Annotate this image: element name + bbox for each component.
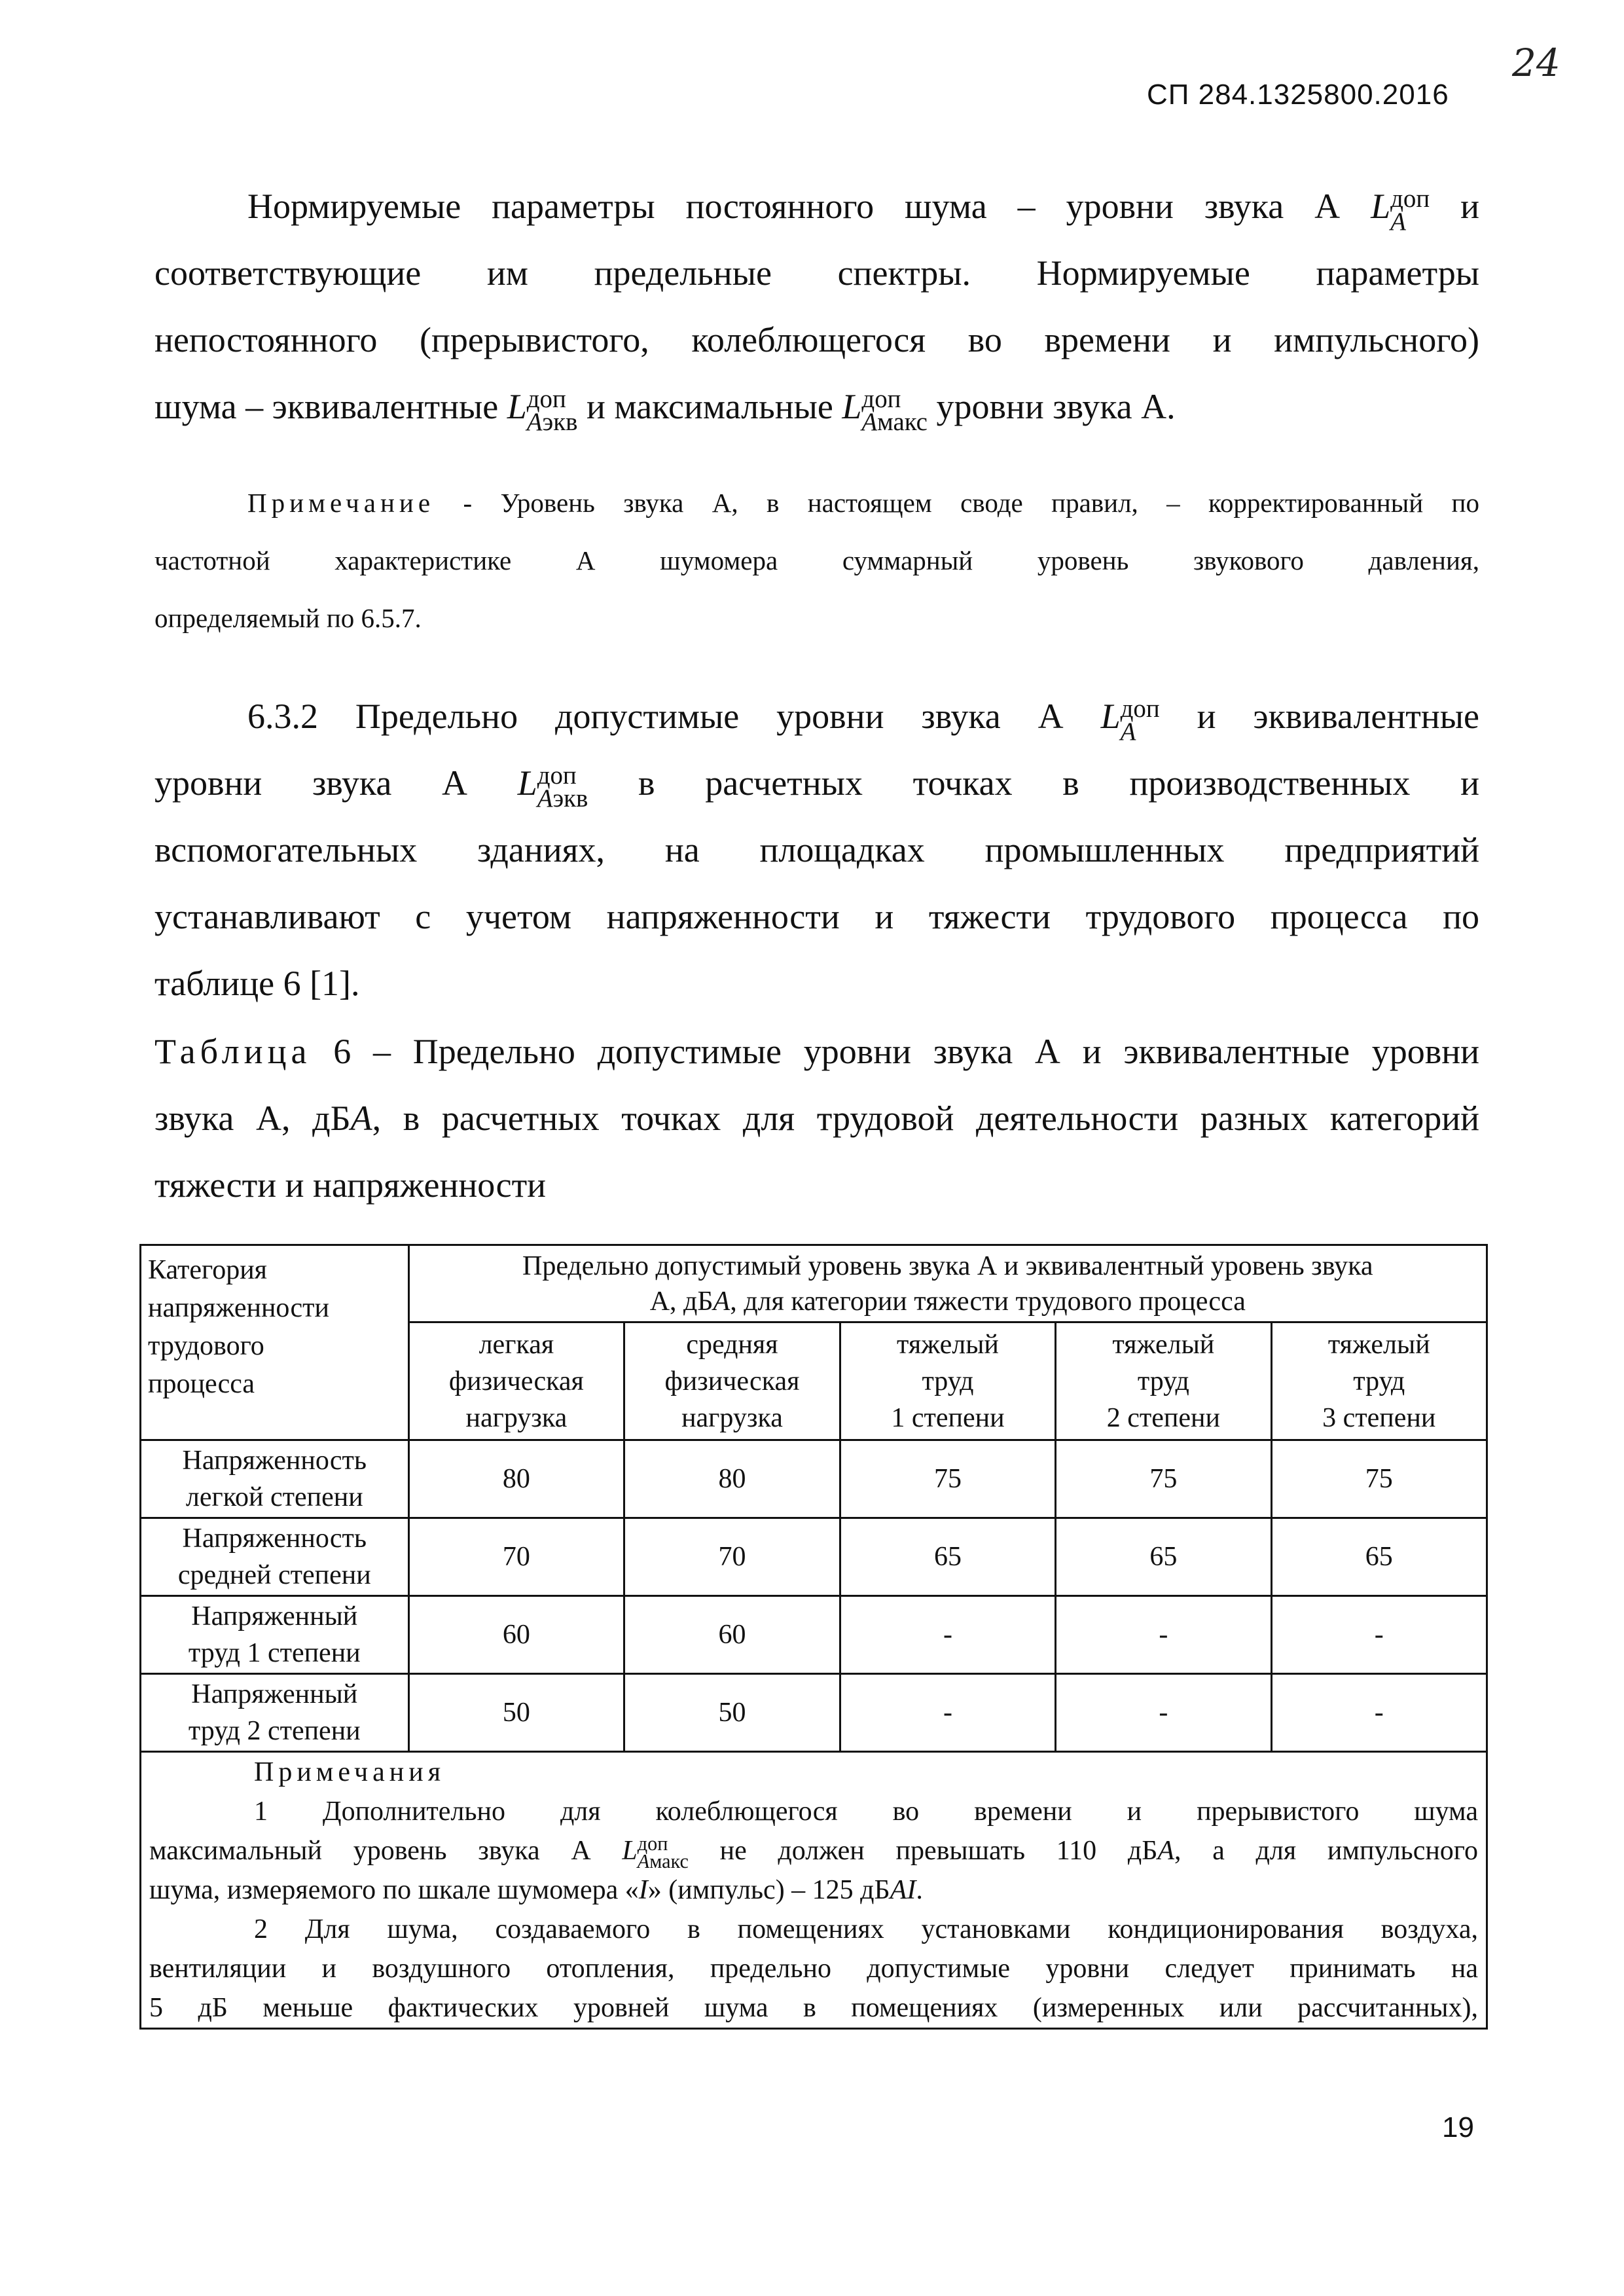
corner-header-line: трудового (148, 1331, 264, 1361)
note-line (149, 1988, 1478, 2028)
caption-line-1 (154, 1018, 1479, 1085)
column-header-light (408, 1322, 624, 1440)
para2-line-2 (154, 750, 1479, 816)
row-label-line: Напряженный (191, 1601, 358, 1631)
table-cell: - (1056, 1674, 1271, 1752)
para1-line-1-text: Нормируемые параметры постоянного шума – уровни звука А L доп A и (247, 184, 1479, 236)
column-header-heavy-3 (1271, 1322, 1487, 1440)
notes-title-line (149, 1753, 1478, 1792)
row-label-line: труд 2 степени (188, 1716, 361, 1746)
notes-title: Примечания (254, 1757, 446, 1787)
para2-line-1 (154, 683, 1479, 750)
note-line (149, 1831, 1478, 1870)
table-row (141, 1440, 1487, 1518)
col-h: физическая (664, 1366, 800, 1396)
note-line-text: 5 дБ меньше фактических уровней шума в помещениях (измеренных или рассчитанных), (149, 1993, 1478, 2023)
column-header-heavy-1 (840, 1322, 1055, 1440)
para2-line-4 (154, 883, 1479, 950)
table-cell: 65 (1056, 1518, 1271, 1596)
para1-line-4 (154, 373, 1479, 440)
caption-line-1-text: 6 – Предельно допустимые уровни звука А и эквивалентные уровни (333, 1032, 1479, 1071)
table-cell: 80 (624, 1440, 840, 1518)
para1-line-3 (154, 306, 1479, 373)
handwritten-page-number: 24 (1512, 41, 1561, 85)
row-label (141, 1674, 409, 1752)
note-line-text: 1 Дополнительно для колеблющегося во времени и прерывистого шума (254, 1796, 1478, 1827)
table-row (141, 1596, 1487, 1674)
table-row (141, 1518, 1487, 1596)
para2-line-3-text: вспомогательных зданиях, на площадках промышленных предприятий (154, 830, 1479, 869)
para1-line-1 (154, 173, 1479, 240)
col-h: 2 степени (1106, 1402, 1220, 1433)
col-h: физическая (448, 1366, 584, 1396)
note1-line-1-text: - Уровень звука А, в настоящем своде правил, – корректированный по (463, 488, 1479, 518)
corner-header (141, 1245, 409, 1440)
para2-line-5 (154, 950, 1479, 1017)
note1-line-1 (154, 474, 1479, 532)
paragraph-6-3-2 (154, 683, 1479, 1017)
row-label-line: Напряженность (182, 1446, 367, 1476)
para2-line-1-text: 6.3.2 Предельно допустимые уровни звука А L доп A и эквивалентные (247, 694, 1479, 746)
table-cell: - (840, 1596, 1055, 1674)
note-line-text: 2 Для шума, создаваемого в помещениях установками кондиционирования воздуха, (254, 1914, 1478, 1944)
column-header-medium (624, 1322, 840, 1440)
table-cell: 65 (1271, 1518, 1487, 1596)
table-cell: 80 (408, 1440, 624, 1518)
table-notes (141, 1752, 1487, 2029)
page-number: 19 (1442, 2111, 1474, 2143)
table-cell: 50 (408, 1674, 624, 1752)
corner-header-line: процесса (148, 1369, 255, 1399)
note-line-text: максимальный уровень звука А L доп Aмакс не должен превышать 110 дБА, а для импульсного (149, 1832, 1478, 1870)
para1-line-4-text: шума – эквивалентные L доп Aэкв и максимальные L доп Aмакс уровни звука А. (154, 384, 1176, 436)
caption-line-2-text: звука А, дБА, в расчетных точках для трудовой деятельности разных категорий (154, 1099, 1479, 1138)
note-line-text: шума, измеряемого по шкале шумомера «I» (импульс) – 125 дБАI. (149, 1875, 923, 1905)
col-h: труд (922, 1366, 974, 1396)
row-label-line: Напряженность (182, 1523, 367, 1554)
table-cell: 60 (408, 1596, 624, 1674)
row-label-line: легкой степени (185, 1482, 363, 1512)
note1-label: Примечание (247, 488, 435, 518)
col-h: нагрузка (681, 1402, 783, 1433)
paragraph-noise-parameters (154, 173, 1479, 440)
group-header-line-2: А, дБА, для категории тяжести трудового процесса (649, 1286, 1246, 1317)
col-h: труд (1353, 1366, 1405, 1396)
table-cell: 65 (840, 1518, 1055, 1596)
col-h: труд (1137, 1366, 1189, 1396)
note1-line-2 (154, 532, 1479, 589)
caption-label: Таблица (154, 1032, 312, 1071)
note-line (149, 1910, 1478, 1949)
col-h: тяжелый (897, 1329, 999, 1360)
note-line (149, 1949, 1478, 1988)
row-label (141, 1518, 409, 1596)
table-cell: 75 (1271, 1440, 1487, 1518)
table-6 (139, 1244, 1488, 2030)
caption-line-3 (154, 1152, 1479, 1218)
corner-header-line: напряженности (148, 1293, 329, 1323)
col-h: 3 степени (1322, 1402, 1436, 1433)
table-cell: 60 (624, 1596, 840, 1674)
para2-line-5-text: таблице 6 [1]. (154, 964, 360, 1003)
col-h: тяжелый (1327, 1329, 1430, 1360)
table-cell: - (1056, 1596, 1271, 1674)
corner-header-line: Категория (148, 1255, 267, 1285)
table-cell: 70 (624, 1518, 840, 1596)
document-code: СП 284.1325800.2016 (1147, 79, 1449, 111)
para2-line-4-text: устанавливают с учетом напряженности и тяжести трудового процесса по (154, 897, 1479, 936)
column-header-heavy-2 (1056, 1322, 1271, 1440)
note1-line-3-text: определяемый по 6.5.7. (154, 603, 422, 633)
para2-line-3 (154, 816, 1479, 883)
col-h: 1 степени (891, 1402, 1005, 1433)
row-label (141, 1440, 409, 1518)
table-cell: 75 (840, 1440, 1055, 1518)
group-header (408, 1245, 1487, 1322)
table-cell: 50 (624, 1674, 840, 1752)
row-label-line: Напряженный (191, 1679, 358, 1709)
table-row (141, 1674, 1487, 1752)
para1-line-2 (154, 240, 1479, 306)
note1-line-2-text: частотной характеристике А шумомера суммарный уровень звукового давления, (154, 545, 1479, 575)
table-6-caption (154, 1018, 1479, 1218)
para2-line-2-text: уровни звука А L доп Aэкв в расчетных точках в производственных и (154, 761, 1479, 812)
para1-line-2-text: соответствующие им предельные спектры. Нормируемые параметры (154, 253, 1479, 293)
note-line-text: вентиляции и воздушного отопления, предельно допустимые уровни следует принимать на (149, 1954, 1478, 1984)
note-sound-level (154, 474, 1479, 647)
row-label-line: труд 1 степени (188, 1638, 361, 1668)
group-header-line-1: Предельно допустимый уровень звука А и эквивалентный уровень звука (522, 1250, 1373, 1281)
para1-line-3-text: непостоянного (прерывистого, колеблющегося во времени и импульсного) (154, 320, 1479, 359)
col-h: тяжелый (1112, 1329, 1215, 1360)
row-label-line: средней степени (177, 1560, 371, 1590)
col-h: легкая (478, 1329, 554, 1360)
table-cell: - (840, 1674, 1055, 1752)
note-line (149, 1792, 1478, 1831)
note-line (149, 1870, 1478, 1910)
note1-line-3 (154, 589, 1479, 647)
table-cell: 70 (408, 1518, 624, 1596)
table-cell: 75 (1056, 1440, 1271, 1518)
notes-row (141, 1752, 1487, 2029)
caption-line-3-text: тяжести и напряженности (154, 1165, 547, 1205)
caption-line-2 (154, 1085, 1479, 1152)
row-label (141, 1596, 409, 1674)
col-h: нагрузка (465, 1402, 568, 1433)
table-cell: - (1271, 1674, 1487, 1752)
col-h: средняя (686, 1329, 778, 1360)
table-cell: - (1271, 1596, 1487, 1674)
